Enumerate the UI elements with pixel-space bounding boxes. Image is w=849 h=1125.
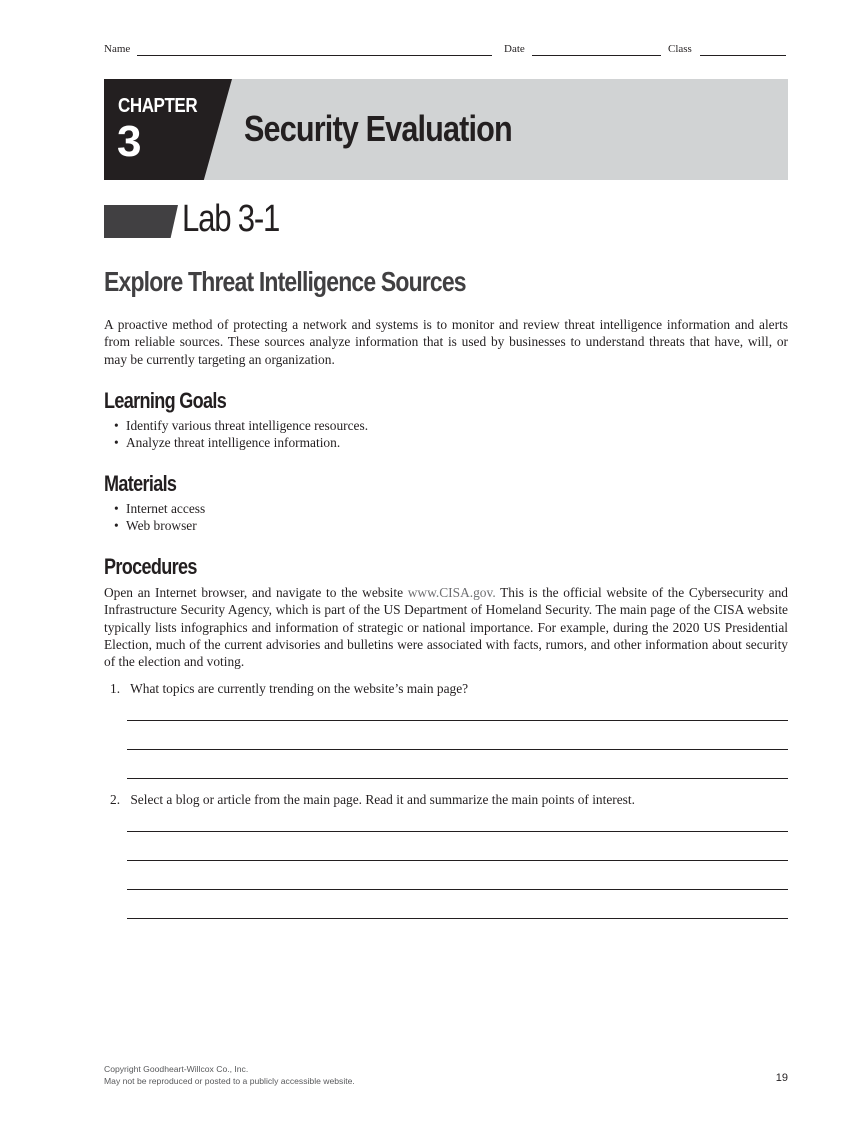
materials-heading: Materials xyxy=(104,471,177,496)
learning-goals-list xyxy=(114,417,368,452)
answer-line[interactable] xyxy=(127,778,788,779)
copyright-text: Copyright Goodheart-Willcox Co., Inc. xyxy=(104,1064,249,1074)
cisa-website-link[interactable]: www.CISA.gov. xyxy=(407,585,496,600)
lab-marker-bar xyxy=(104,205,178,238)
question-number: 2. xyxy=(110,792,121,807)
name-label: Name xyxy=(104,43,131,55)
answer-line[interactable] xyxy=(127,749,788,750)
materials-list xyxy=(114,500,205,535)
answer-line[interactable] xyxy=(127,918,788,919)
procedures-text-before: Open an Internet browser, and navigate to the website xyxy=(104,585,408,600)
list-item: • Web browser xyxy=(114,517,205,534)
date-field[interactable] xyxy=(532,55,661,56)
question-number: 1. xyxy=(110,681,121,696)
answer-line[interactable] xyxy=(127,831,788,832)
student-info-line xyxy=(104,43,788,59)
question-2 xyxy=(110,791,635,808)
answer-line[interactable] xyxy=(127,889,788,890)
name-field[interactable] xyxy=(137,55,492,56)
date-label: Date xyxy=(504,43,525,55)
list-item: • Internet access xyxy=(114,500,205,517)
lab-title: Lab 3-1 xyxy=(182,198,280,240)
answer-line[interactable] xyxy=(127,860,788,861)
footer-copyright xyxy=(104,1063,355,1087)
chapter-number: 3 xyxy=(117,117,142,166)
question-text: What topics are currently trending on the website’s main page? xyxy=(130,681,469,696)
procedures-paragraph xyxy=(104,584,788,670)
procedures-heading: Procedures xyxy=(104,554,197,579)
learning-goals-heading: Learning Goals xyxy=(104,388,227,413)
class-label: Class xyxy=(668,43,692,55)
list-item: • Analyze threat intelligence information. xyxy=(114,434,368,451)
reproduction-notice: May not be reproduced or posted to a publicly accessible website. xyxy=(104,1076,355,1086)
class-field[interactable] xyxy=(700,55,786,56)
list-item: • Identify various threat intelligence resources. xyxy=(114,417,368,434)
page-number: 19 xyxy=(775,1072,788,1084)
lab-subtitle: Explore Threat Intelligence Sources xyxy=(104,266,466,297)
procedures-text-after: This is the official website of the Cybersecurity and Infrastructure Security Agency, which is part of the US Department of Homeland Security. The main page of the CISA website typically lists infographics and information of strategic or national importance. For example, during the 2020 US Presidential Election, much of the current advisories and bulletins were associated with facts, rumors, and other information about security of the election and voting. xyxy=(104,585,788,670)
intro-paragraph: A proactive method of protecting a network and systems is to monitor and review threat intelligence information and alerts from reliable sources. These sources analyze information that is used by businesses to understand threats that have, will, or may be currently targeting an organization. xyxy=(104,317,788,367)
question-1 xyxy=(110,680,468,697)
question-text: Select a blog or article from the main page. Read it and summarize the main points of interest. xyxy=(130,792,635,807)
chapter-title: Security Evaluation xyxy=(244,108,512,149)
chapter-label: CHAPTER xyxy=(118,95,198,117)
answer-line[interactable] xyxy=(127,720,788,721)
